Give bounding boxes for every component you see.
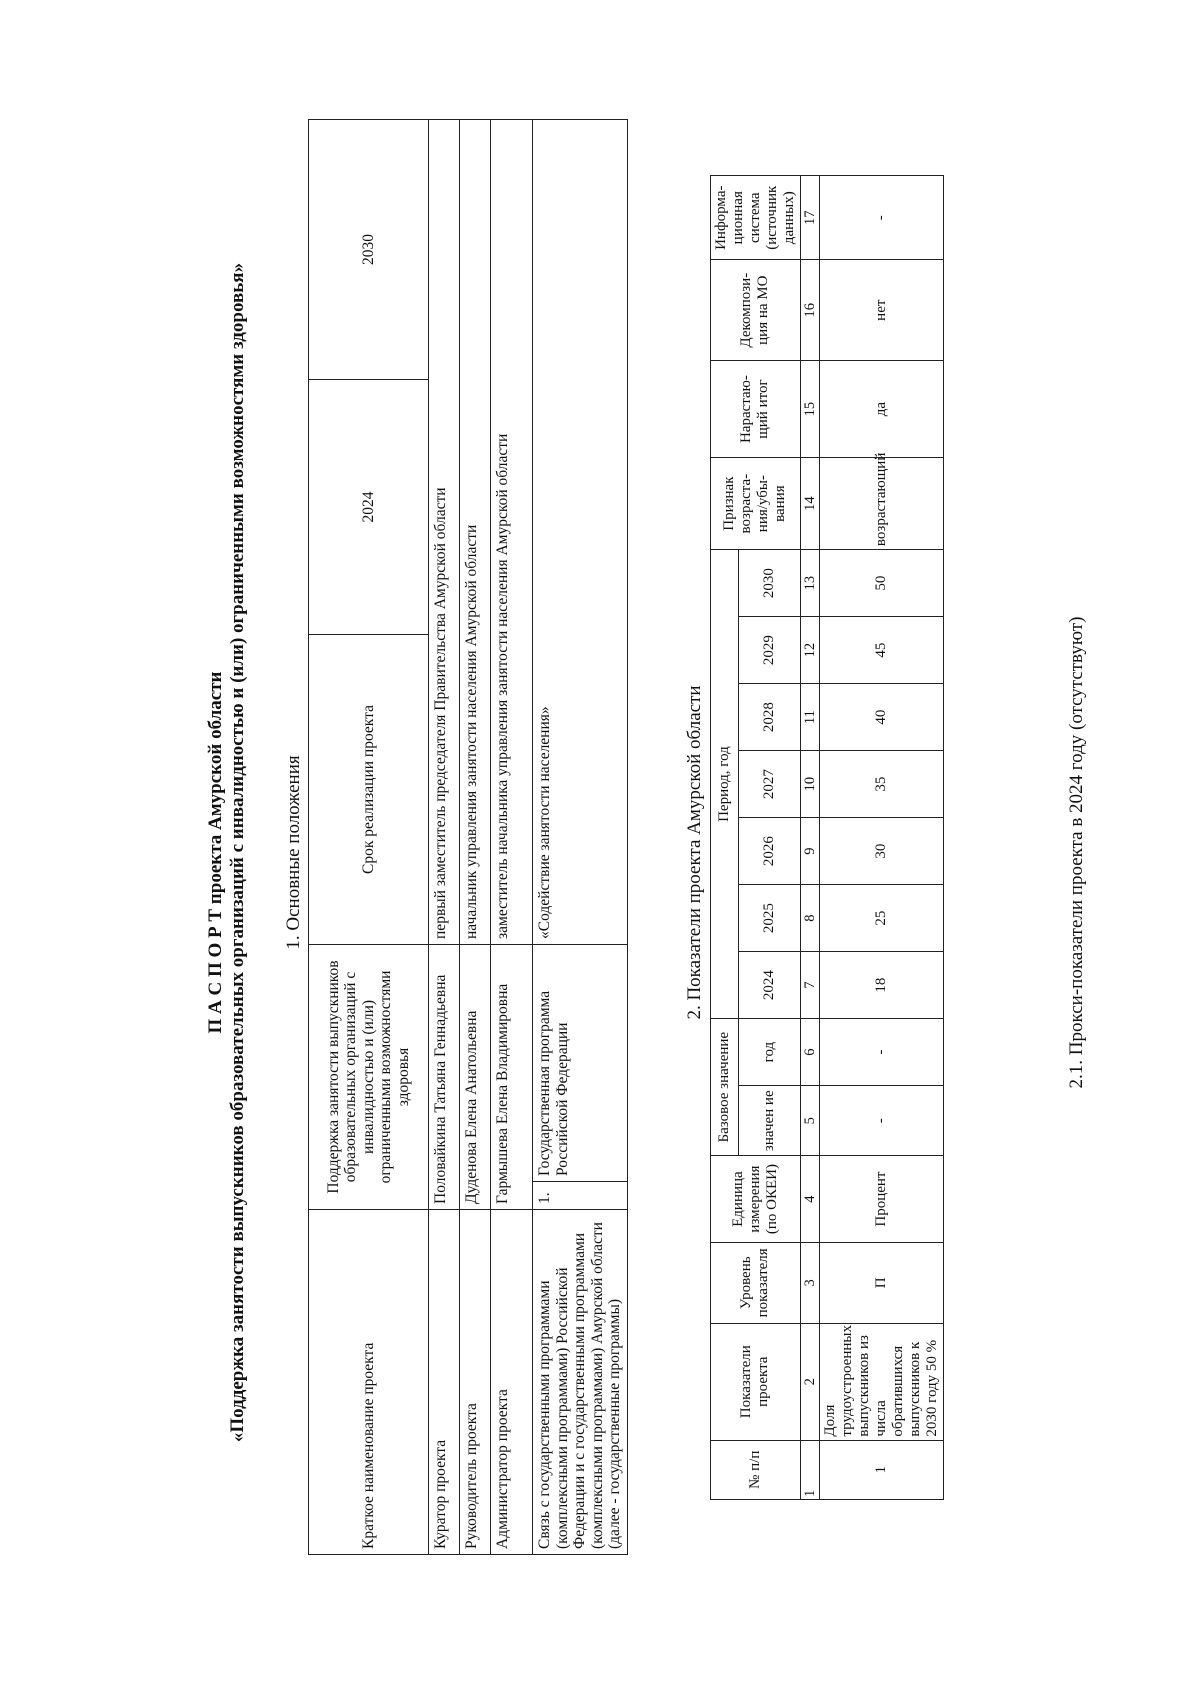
index-row bbox=[800, 176, 819, 1500]
admin-name: Гармышева Елена Владимировна bbox=[491, 944, 533, 1209]
basic-info-table bbox=[308, 119, 628, 1555]
admin-position: заместитель начальника управления занятости населения Амурской области bbox=[491, 119, 533, 944]
base-value: - bbox=[820, 1086, 944, 1156]
col-name: Показатели проекта bbox=[711, 1323, 801, 1440]
project-full-title: «Поддержка занятости выпускников образовательных организаций с инвалидностью и (или) ограниченными возможностями здоровья» bbox=[227, 262, 248, 1443]
program-link-number: 1. bbox=[533, 1182, 628, 1210]
base-year: - bbox=[820, 1019, 944, 1086]
start-year: 2024 bbox=[309, 379, 429, 634]
value-2029: 45 bbox=[820, 617, 944, 684]
head-row bbox=[460, 119, 491, 1554]
program-link-row bbox=[533, 119, 628, 1554]
short-name-label: Краткое наименование проекта bbox=[309, 1210, 429, 1555]
program-name: Государственная программа Российской Федерации bbox=[533, 944, 628, 1181]
col-year: 2026 bbox=[738, 818, 800, 885]
col-year: 2027 bbox=[738, 751, 800, 818]
index-cell: 13 bbox=[800, 550, 819, 617]
curator-label: Куратор проекта bbox=[429, 1210, 460, 1555]
index-cell: 7 bbox=[800, 952, 819, 1019]
col-base-year: год bbox=[738, 1019, 800, 1086]
document-title: П А С П О Р Т проекта Амурской области bbox=[205, 671, 226, 1034]
index-cell: 4 bbox=[800, 1156, 819, 1242]
index-cell: 16 bbox=[800, 260, 819, 361]
index-cell: 10 bbox=[800, 751, 819, 818]
section1-heading: 1. Основные положения bbox=[283, 755, 304, 950]
index-cell: 3 bbox=[800, 1242, 819, 1323]
row-num: 1 bbox=[820, 1440, 944, 1499]
col-year: 2030 bbox=[738, 550, 800, 617]
col-decomposition: Декомпози-ция на МО bbox=[711, 260, 801, 361]
index-cell: 8 bbox=[800, 885, 819, 952]
value-2026: 30 bbox=[820, 818, 944, 885]
col-year: 2029 bbox=[738, 617, 800, 684]
col-year: 2028 bbox=[738, 684, 800, 751]
short-name-row bbox=[309, 119, 429, 1554]
end-year: 2030 bbox=[309, 119, 429, 379]
col-year: 2025 bbox=[738, 885, 800, 952]
section21-heading: 2.1. Прокси-показатели проекта в 2024 году (отсутствуют) bbox=[1066, 616, 1087, 1089]
index-cell: 6 bbox=[800, 1019, 819, 1086]
col-cumulative: Нарастаю-щий итог bbox=[711, 360, 801, 457]
col-unit: Единица измерения (по ОКЕИ) bbox=[711, 1156, 801, 1242]
admin-label: Администратор проекта bbox=[491, 1210, 533, 1555]
info-system-value: - bbox=[820, 176, 944, 260]
admin-row bbox=[491, 119, 533, 1554]
index-cell: 9 bbox=[800, 818, 819, 885]
index-cell: 11 bbox=[800, 684, 819, 751]
indicator-unit: Процент bbox=[820, 1156, 944, 1242]
index-cell: 14 bbox=[800, 458, 819, 550]
index-cell: 17 bbox=[800, 176, 819, 260]
trend-value: возрастающий bbox=[820, 458, 944, 550]
col-base: Базовое значение bbox=[711, 1019, 739, 1156]
index-cell: 1 bbox=[800, 1440, 819, 1499]
header-row-1 bbox=[711, 176, 739, 1500]
section2-heading: 2. Показатели проекта Амурской области bbox=[684, 685, 705, 1020]
col-year: 2024 bbox=[738, 952, 800, 1019]
index-cell: 12 bbox=[800, 617, 819, 684]
head-position: начальник управления занятости населения Амурской области bbox=[460, 119, 491, 944]
value-2028: 40 bbox=[820, 684, 944, 751]
indicator-level: П bbox=[820, 1242, 944, 1323]
curator-name: Половайкина Татьяна Геннадьевна bbox=[429, 944, 460, 1209]
head-label: Руководитель проекта bbox=[460, 1210, 491, 1555]
curator-row bbox=[429, 119, 460, 1554]
period-label: Срок реализации проекта bbox=[309, 634, 429, 944]
cumulative-value: да bbox=[820, 360, 944, 457]
index-cell: 15 bbox=[800, 360, 819, 457]
decomposition-value: нет bbox=[820, 260, 944, 361]
value-2027: 35 bbox=[820, 751, 944, 818]
program-value: «Содействие занятости населения» bbox=[533, 119, 628, 944]
indicators-table bbox=[710, 175, 944, 1500]
col-period: Период, год bbox=[711, 550, 739, 1019]
program-link-label: Связь с государственными программами (комплексными программами) Российской Федерации и с государственными программами (комплексными программами) Амурской области (далее - государственные программы) bbox=[533, 1210, 628, 1555]
head-name: Дуденова Елена Анатольевна bbox=[460, 944, 491, 1209]
indicator-row bbox=[820, 176, 944, 1500]
value-2024: 18 bbox=[820, 952, 944, 1019]
col-base-value: значен ие bbox=[738, 1086, 800, 1156]
value-2030: 50 bbox=[820, 550, 944, 617]
value-2025: 25 bbox=[820, 885, 944, 952]
col-level: Уровень показателя bbox=[711, 1242, 801, 1323]
col-info-system: Информа-ционная система (источник данных) bbox=[711, 176, 801, 260]
index-cell: 5 bbox=[800, 1086, 819, 1156]
short-name-value: Поддержка занятости выпускников образовательных организаций с инвалидностью и (или) ограниченными возможностями здоровья bbox=[309, 944, 429, 1209]
index-cell: 2 bbox=[800, 1323, 819, 1440]
curator-position: первый заместитель председателя Правительства Амурской области bbox=[429, 119, 460, 944]
col-num: № п/п bbox=[711, 1440, 801, 1499]
col-trend: Признак возраста-ния/убы-вания bbox=[711, 458, 801, 550]
indicator-name: Доля трудоустроенных выпускников из числа обратившихся выпускников к 2030 году 50 % bbox=[820, 1323, 944, 1440]
